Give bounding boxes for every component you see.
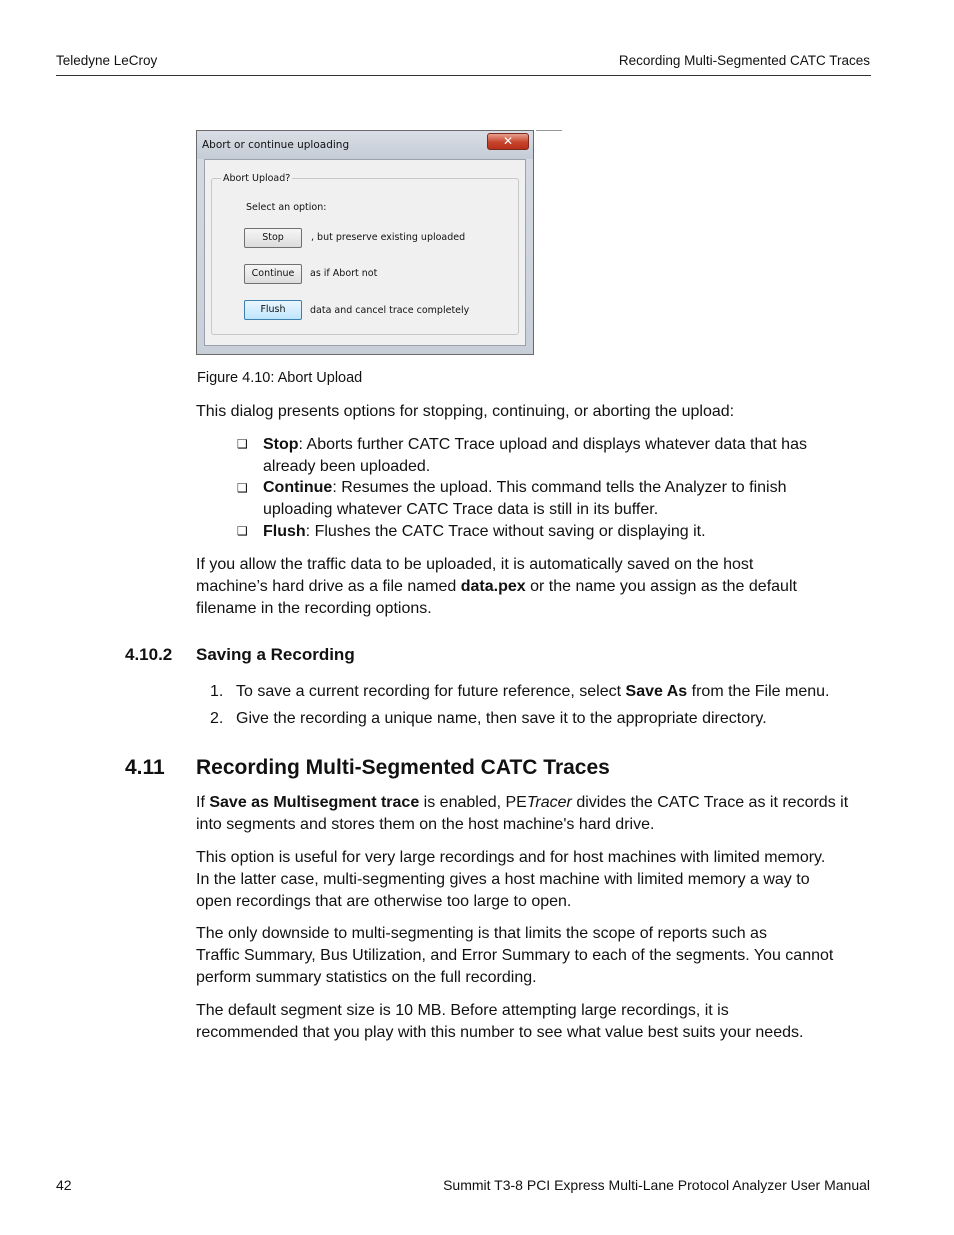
- multisegment-paragraph-1: [196, 792, 876, 836]
- upload-line-1: If you allow the traffic data to be uploaded, it is automatically saved on the host: [196, 556, 754, 573]
- checkbox-bullet-icon: ❑: [237, 524, 248, 538]
- p3-line: The only downside to multi-segmenting is that limits the scope of reports such as: [196, 925, 767, 942]
- multisegment-paragraph-3: [196, 923, 876, 989]
- header-rule: [56, 75, 871, 76]
- bullet-text: uploading whatever CATC Trace data is still in its buffer.: [263, 501, 659, 518]
- bullet-term: Flush: [263, 523, 306, 540]
- continue-description: as if Abort not: [310, 268, 378, 279]
- stop-button[interactable]: Stop: [244, 228, 302, 248]
- step-2: Give the recording a unique name, then save it to the appropriate directory.: [236, 710, 767, 727]
- stop-description: , but preserve existing uploaded: [311, 232, 466, 243]
- multisegment-paragraph-2: [196, 847, 876, 913]
- step-text: from the File menu.: [687, 683, 830, 700]
- close-icon: ✕: [502, 134, 514, 148]
- p3-line: Traffic Summary, Bus Utilization, and Error Summary to each of the segments. You cannot: [196, 947, 834, 964]
- abort-upload-dialog: [196, 130, 534, 355]
- upload-line-2a: machine’s hard drive as a file named: [196, 578, 461, 595]
- step-bold: Save As: [625, 683, 688, 700]
- intro-paragraph: This dialog presents options for stopping, continuing, or aborting the upload:: [196, 403, 735, 420]
- bullet-text: : Aborts further CATC Trace upload and displays whatever data that has: [298, 436, 807, 453]
- checkbox-bullet-icon: ❑: [237, 481, 248, 495]
- section-title: Saving a Recording: [196, 645, 355, 664]
- step-1: [236, 683, 829, 701]
- p1-text: divides the CATC Trace as it records it: [571, 794, 849, 811]
- p2-line: open recordings that are otherwise too large to open.: [196, 893, 572, 910]
- p1-italic: Tracer: [526, 794, 572, 811]
- section-title: Recording Multi-Segmented CATC Traces: [196, 756, 610, 779]
- step-number: 1.: [210, 683, 224, 700]
- p2-line: In the latter case, multi-segmenting gives a host machine with limited memory a way to: [196, 871, 810, 888]
- p4-line: The default segment size is 10 MB. Before attempting large recordings, it is: [196, 1002, 729, 1019]
- dialog-title: Abort or continue uploading: [202, 139, 350, 151]
- flush-button[interactable]: Flush: [244, 300, 302, 320]
- bullet-continue: [263, 477, 863, 521]
- bullet-text: already been uploaded.: [263, 458, 431, 475]
- step-text: To save a current recording for future reference, select: [236, 683, 626, 700]
- p2-line: This option is useful for very large recordings and for host machines with limited memory.: [196, 849, 826, 866]
- p3-line: perform summary statistics on the full recording.: [196, 969, 537, 986]
- section-number: 4.10.2: [125, 645, 173, 664]
- figure-border-line: [536, 130, 562, 131]
- close-button[interactable]: [487, 133, 529, 150]
- bullet-text: : Resumes the upload. This command tells the Analyzer to finish: [332, 479, 787, 496]
- select-option-prompt: Select an option:: [246, 202, 327, 213]
- dialog-titlebar: [197, 131, 533, 159]
- page-number: 42: [56, 1177, 72, 1193]
- figure-caption: Figure 4.10: Abort Upload: [197, 370, 363, 386]
- p1-text: If: [196, 794, 210, 811]
- p1-text: is enabled, PE: [419, 794, 527, 811]
- bullet-stop: [263, 434, 863, 478]
- bullet-text: : Flushes the CATC Trace without saving or displaying it.: [305, 523, 706, 540]
- p1-text: into segments and stores them on the host machine's hard drive.: [196, 816, 655, 833]
- dialog-client-area: [204, 159, 526, 346]
- p4-line: recommended that you play with this number to see what value best suits your needs.: [196, 1024, 804, 1041]
- multisegment-paragraph-4: [196, 1000, 876, 1044]
- section-number: 4.11: [125, 756, 165, 779]
- checkbox-bullet-icon: ❑: [237, 437, 248, 451]
- manual-title: Summit T3-8 PCI Express Multi-Lane Protocol Analyzer User Manual: [443, 1177, 870, 1193]
- upload-line-2c: or the name you assign as the default: [525, 578, 797, 595]
- p1-bold: Save as Multisegment trace: [209, 794, 420, 811]
- filename-bold: data.pex: [460, 578, 526, 595]
- bullet-term: Continue: [263, 479, 333, 496]
- bullet-term: Stop: [263, 436, 299, 453]
- bullet-flush: [263, 521, 863, 543]
- group-label: Abort Upload?: [223, 173, 291, 184]
- upload-paragraph: [196, 554, 876, 620]
- header-chapter-title: Recording Multi-Segmented CATC Traces: [618, 53, 870, 68]
- step-number: 2.: [210, 710, 224, 727]
- header-company: Teledyne LeCroy: [56, 53, 158, 68]
- continue-button[interactable]: Continue: [244, 264, 302, 284]
- upload-line-3: filename in the recording options.: [196, 600, 432, 617]
- flush-description: data and cancel trace completely: [310, 305, 470, 316]
